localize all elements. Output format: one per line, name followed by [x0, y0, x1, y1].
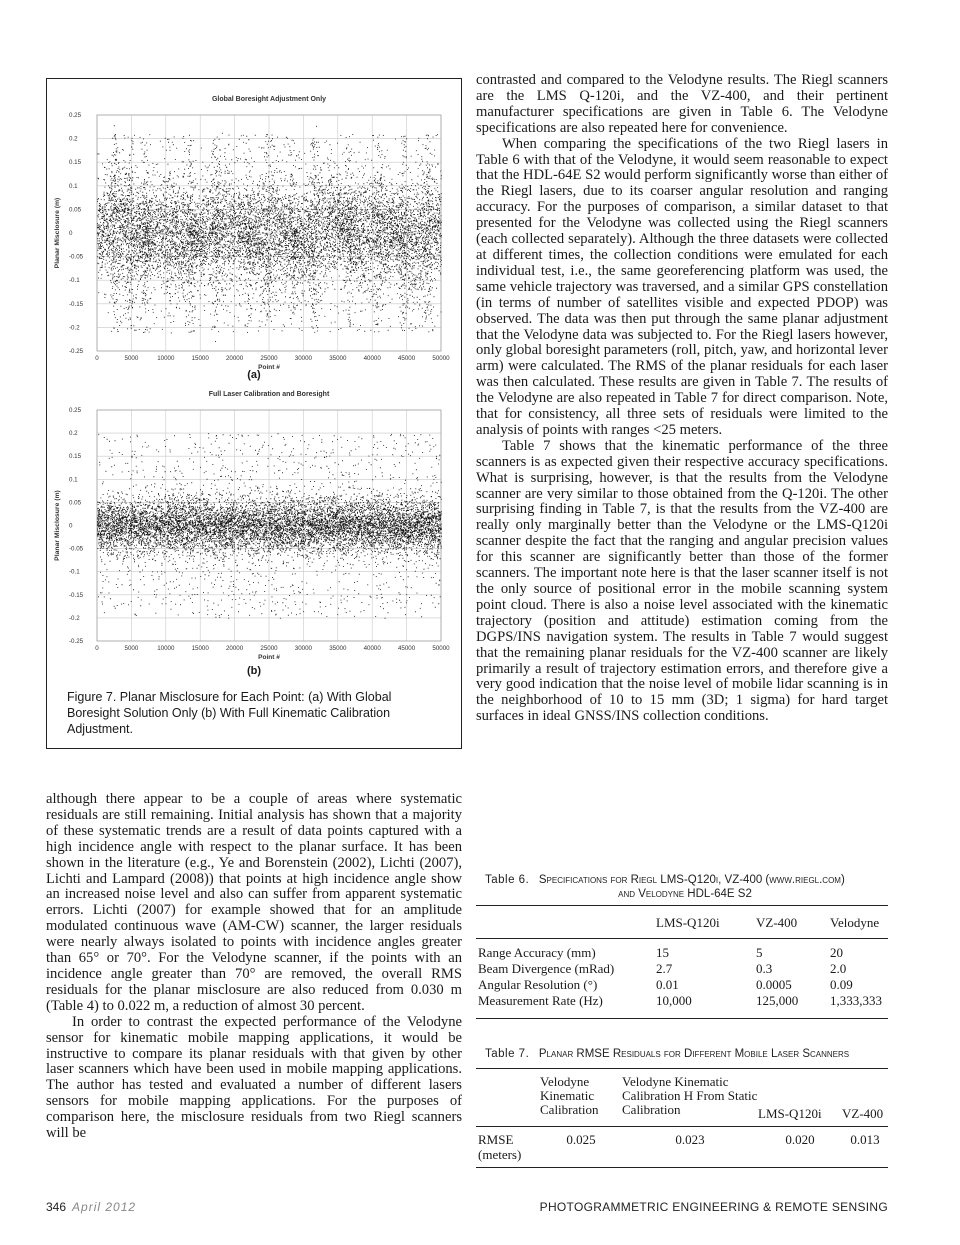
table-header-row	[478, 1075, 888, 1126]
y-tick-label: 0.15	[69, 453, 82, 461]
table-row	[478, 1126, 888, 1162]
y-tick-label: -0.1	[69, 277, 80, 285]
x-tick-label: 45000	[397, 355, 416, 362]
panel-a-label: (a)	[247, 369, 261, 381]
y-tick-label: -0.15	[69, 300, 84, 308]
table-header: VZ-400	[842, 1106, 884, 1121]
table-cell: 0.023	[675, 1132, 705, 1147]
y-tick-label: 0.1	[69, 182, 78, 190]
x-axis-label: Point #	[258, 364, 280, 371]
table-cell: 0.020	[785, 1132, 815, 1147]
x-tick-label: 30000	[294, 355, 313, 362]
table-cell: 15	[656, 945, 669, 960]
x-tick-label: 15000	[191, 645, 209, 652]
y-tick-label: -0.05	[69, 545, 84, 553]
x-tick-label: 45000	[397, 645, 416, 652]
table-row	[478, 977, 888, 993]
journal-name: PHOTOGRAMMETRIC ENGINEERING & REMOTE SENSING	[539, 1200, 888, 1214]
table-7-caption	[485, 1047, 885, 1061]
table-cell: Angular Resolution (°)	[478, 977, 598, 992]
table-6	[478, 915, 888, 1009]
table-header	[478, 1075, 540, 1126]
x-tick-label: 0	[95, 645, 99, 652]
y-axis-label: Planar Misclosure (m)	[54, 197, 61, 269]
table-cell: Range Accuracy (mm)	[478, 945, 596, 960]
chart-title: Full Laser Calibration and Boresight	[208, 391, 330, 398]
table-header: LMS-Q120i	[656, 915, 720, 930]
table-cell: 2.0	[830, 961, 847, 976]
x-tick-label: 0	[95, 355, 99, 362]
table-cell: 5	[756, 945, 763, 960]
scatter-points	[97, 433, 442, 619]
table-row	[478, 961, 888, 977]
x-axis-label: Point #	[258, 654, 280, 661]
issue-date: April 2012	[72, 1200, 137, 1214]
table-cell: Beam Divergence (mRad)	[478, 961, 615, 976]
figure-caption: Figure 7. Planar Misclosure for Each Point: (a) With Global Boresight Solution Only (b) With Full Kinematic Calibration Adjustment.	[67, 690, 392, 736]
paragraph: Table 7 shows that the kinematic performance of the three scanners is as expected given their respective accuracy specifications. What is surprising, however, is that the results from the Velodyne scanner are very similar to those obtained from the Q-120i. The other surprising finding in Table 7, is that the results from the VZ-400 are really only marginally better than the Velodyne or the LMS-Q120i scanner despite the fact that the ranging and angular precision values for this scanner are significantly better than those of the former scanners. The important note here is that the laser scanner itself is not the only source of positional error in the mobile scanning system point cloud. There is also a noise level associated with the kinematic trajectory (position and attitude) estimation coming from the DGPS/INS navigation system. The results in Table 7 would suggest that the remaining planar residuals for the VZ-400 scanner are likely primarily a result of trajectory estimation errors, and therefore give a very good indication that the noise level of mobile lidar scanning is in the neighborhood of 10 to 15 mm (3D; 1 sigma) for hard target surfaces in ideal GNSS/INS collection conditions.	[476, 437, 888, 725]
table-header-row	[478, 915, 888, 945]
table-7-label: Table 7.	[485, 1048, 530, 1060]
table-row-label: RMSE (meters)	[478, 1132, 522, 1162]
x-tick-label: 25000	[260, 355, 278, 362]
chart-title: Global Boresight Adjustment Only	[211, 96, 327, 103]
y-tick-label: 0.2	[69, 135, 78, 143]
paragraph: although there appear to be a couple of areas where systematic residuals are still remaining. Initial analysis has shown that a majority of these systematic trends are a result of data points captured with a high incidence angle with respect to the planar surface. It has been shown in the literature (e.g., Ye and Borenstein (2002), Lichti (2007), Lichti and Lampard (2008)) that points at high incidence angle show an increased noise level and also can suffer from apparent systematic errors. Lichti (2007) for example showed that for an amplitude modulated continuous wave (AM-CW) scanner, the larger residuals were nearly always isolated to points with incidence angles greater than 65° or 70°. For the Velodyne scanner, if the points with an incidence angle greater than 70° are removed, the overall RMS residuals for the planar misclosure are also reduced from 0.030 m (Table 4) to 0.022 m, a reduction of almost 30 percent.	[46, 791, 462, 1014]
x-tick-label: 20000	[225, 645, 244, 652]
table-cell: 0.013	[850, 1132, 880, 1147]
x-tick-label: 20000	[225, 355, 244, 362]
table-header: VZ-400	[756, 915, 798, 930]
table-header: Velodyne Kinematic Calibration H From Static Calibration	[622, 1074, 758, 1117]
paragraph: contrasted and compared to the Velodyne results. The Riegl scanners are the LMS Q-120i, and the VZ-400, and their pertinent manufacturer specifications are given in Table 6. The Velodyne specifications are also repeated here for convenience.	[476, 72, 888, 136]
x-tick-label: 50000	[432, 355, 450, 362]
table-6-label: Table 6.	[485, 874, 530, 886]
table-7	[478, 1075, 888, 1162]
table-cell: 0.3	[756, 961, 773, 976]
x-tick-label: 35000	[329, 645, 347, 652]
table-6-rule-top	[476, 905, 888, 906]
panel-b-label: (b)	[246, 665, 262, 677]
y-axis-label: Planar Misclosure (m)	[54, 490, 61, 561]
table-cell: 2.7	[656, 961, 673, 976]
scatter-points	[97, 125, 442, 342]
figure-7	[46, 78, 462, 749]
table-cell: 10,000	[656, 993, 692, 1008]
page-number: 346	[46, 1200, 67, 1214]
y-tick-label: -0.15	[69, 591, 84, 599]
x-tick-label: 10000	[157, 355, 175, 362]
table-cell: Measurement Rate (Hz)	[478, 993, 603, 1008]
table-cell: 0.0005	[756, 977, 792, 992]
table-header: Velodyne	[830, 915, 880, 930]
right-column-text	[476, 73, 888, 725]
table-7-title: Planar RMSE Residuals for Different Mobile Laser Scanners	[538, 1048, 850, 1060]
y-tick-label: 0.05	[69, 206, 82, 214]
x-tick-label: 40000	[363, 645, 381, 652]
left-column-text	[46, 792, 462, 1142]
page-footer-left	[46, 1200, 136, 1214]
x-tick-label: 40000	[363, 355, 381, 362]
x-tick-label: 25000	[260, 645, 278, 652]
paragraph: When comparing the specifications of the two Riegl lasers in Table 6 with that of the Velodyne, it would seem reasonable to expect that the HDL-64E S2 would perform significantly worse than either of the Riegl lasers, due to its coarser angular resolution and ranging accuracy. For the purposes of comparison, a similar dataset to that presented for the Velodyne was collected using the Riegl scanners (each collected separately). Although the three datasets were collected at different times, the collection conditions were emulated for each individual test, i.e., the same georeferencing platform was used, the same vehicle trajectory was traversed, and a similar GPS constellation (in terms of number of satellites visible and expected PDOP) was observed. The data was then put through the same planar adjustment that the Velodyne data was subjected to. For the Riegl lasers however, only global boresight parameters (roll, pitch, yaw, and horizontal lever arm) were calculated. The RMS of the planar residuals for each laser was then calculated. These results are given in Table 7. The results of the Velodyne are also repeated in Table 7 for direct comparison. Note, that for consistency, all three sets of residuals were limited to the analysis of points with ranges <25 meters.	[476, 135, 888, 438]
y-tick-label: -0.25	[69, 348, 84, 355]
x-tick-label: 10000	[157, 645, 175, 652]
data-points	[97, 433, 442, 619]
y-tick-label: 0.25	[69, 112, 82, 119]
table-header: Velodyne Kinematic Calibration	[540, 1074, 599, 1117]
x-tick-label: 5000	[124, 645, 139, 652]
x-tick-label: 50000	[432, 645, 450, 652]
table-7-rule-bottom	[476, 1167, 888, 1168]
scatter-plot-b	[47, 384, 461, 669]
y-tick-label: -0.1	[69, 568, 80, 576]
x-tick-label: 5000	[124, 355, 139, 362]
y-tick-label: 0.15	[69, 159, 82, 167]
x-tick-label: 15000	[191, 355, 209, 362]
table-cell: 1,333,333	[830, 993, 882, 1008]
table-header	[478, 915, 656, 945]
y-tick-label: 0.1	[69, 476, 78, 484]
table-6-caption	[485, 873, 885, 901]
table-cell: 125,000	[756, 993, 799, 1008]
table-6-rule-bottom	[476, 1018, 888, 1019]
table-6-title-line2: and Velodyne HDL-64E S2	[618, 888, 752, 900]
x-tick-label: 30000	[294, 645, 313, 652]
y-tick-label: -0.2	[69, 324, 80, 332]
y-tick-label: 0.2	[69, 430, 78, 438]
table-cell: 20	[830, 945, 843, 960]
x-tick-label: 35000	[329, 355, 347, 362]
paragraph: In order to contrast the expected performance of the Velodyne sensor for kinematic mobile mapping applications, it would be instructive to compare its planar residuals with that given by other laser scanners which have been used in mobile mapping applications. The author has tested and evaluated a number of different lasers sensors for mobile mapping applications. For the purposes of comparison here, the misclosure residuals from two Riegl scanners will be	[46, 1013, 462, 1142]
table-cell: 0.09	[830, 977, 853, 992]
table-row	[478, 945, 888, 961]
table-row	[478, 993, 888, 1009]
y-tick-label: 0.25	[69, 407, 82, 414]
table-7-rule-top	[476, 1068, 888, 1069]
scatter-plot-a	[47, 89, 461, 379]
y-tick-label: 0	[69, 230, 73, 237]
y-tick-label: -0.25	[69, 638, 84, 645]
table-header: LMS-Q120i	[758, 1106, 822, 1121]
table-cell: 0.025	[566, 1132, 596, 1147]
data-points	[97, 125, 442, 342]
y-tick-label: -0.05	[69, 253, 84, 261]
y-tick-label: 0.05	[69, 499, 82, 507]
y-tick-label: -0.2	[69, 614, 80, 622]
y-tick-label: 0	[69, 522, 73, 530]
table-cell: 0.01	[656, 977, 679, 992]
table-6-title-line1: Specifications for Riegl LMS-Q120i, VZ-400 (www.riegl.com)	[538, 874, 845, 886]
